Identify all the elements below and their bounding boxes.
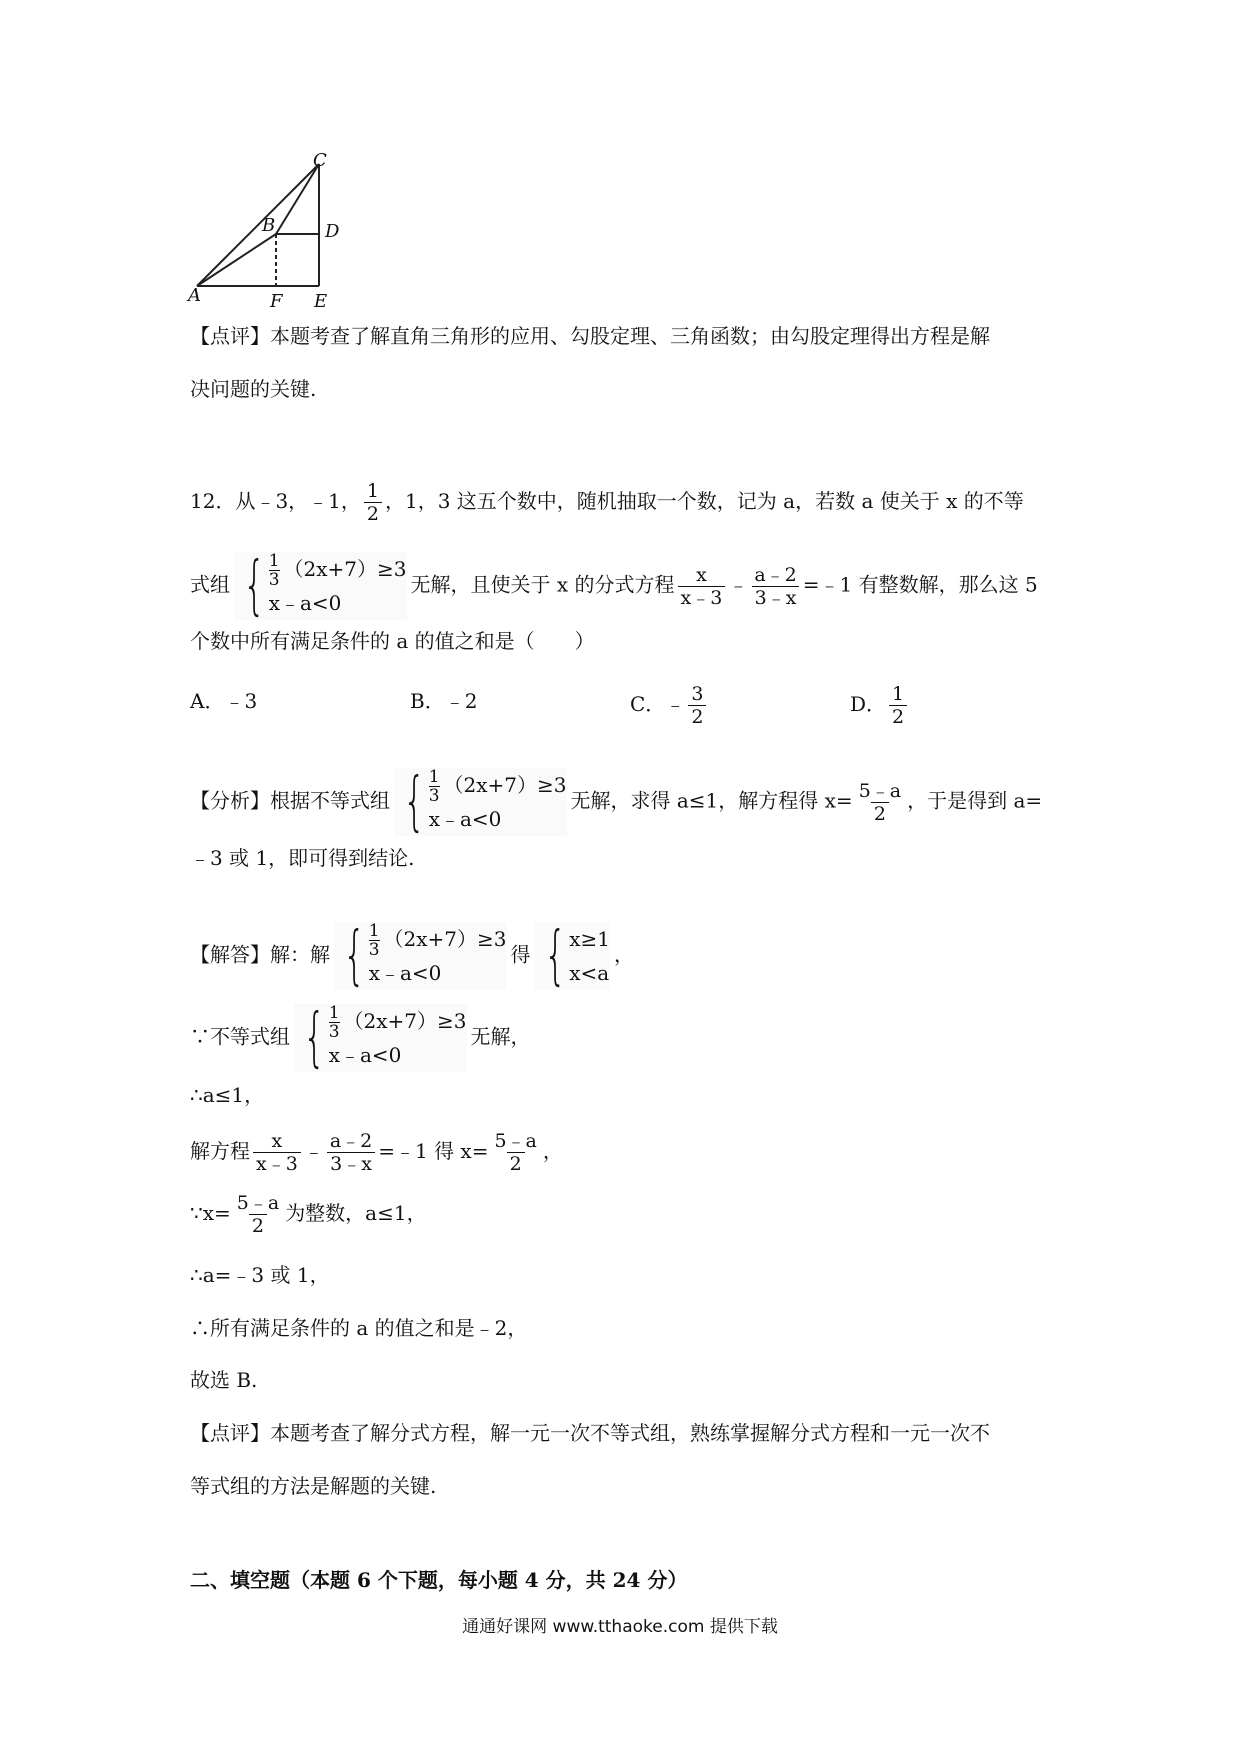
q12-line-3: 个数中所有满足条件的 a 的值之和是（ ） xyxy=(190,629,595,653)
inequality-system: { $\frac{1}{3}$ （2x+7）≥3 x﹣a<0 xyxy=(234,552,407,620)
analysis-line-1: 【分析】根据不等式组 { $\frac{1}{3}$ （2x+7）≥3 x﹣a<0 无解，求得 a≤1，解方程得 x= $\frac{5﹣a}{2}$ ，于是得到 a= xyxy=(190,765,1043,839)
section-heading: 二、填空题（本题 6 个下题，每小题 4 分，共 24 分） xyxy=(190,1568,688,1592)
vertex-label-d: D xyxy=(325,221,340,242)
solution-line-5: ∵x= $\frac{5﹣a}{2}$ 为整数，a≤1， xyxy=(190,1192,427,1237)
solution-line-6: ∴a=﹣3 或 1， xyxy=(190,1263,330,1287)
comment2-line-2: 等式组的方法是解题的关键. xyxy=(190,1474,437,1498)
option-a[interactable]: A．﹣3 xyxy=(190,689,258,713)
analysis-line-2: ﹣3 或 1，即可得到结论. xyxy=(190,846,415,870)
vertex-label-f: F xyxy=(270,291,283,312)
vertex-label-a: A xyxy=(188,285,201,306)
geometry-figure xyxy=(185,150,375,310)
solution-line-4: 解方程 $\frac{x}{x﹣3}$ ﹣ $\frac{a﹣2}{3﹣x}$ =﹣1 得 x= $\frac{5﹣a}{2}$ ， xyxy=(190,1130,563,1175)
comment-line-2: 决问题的关键. xyxy=(190,377,317,401)
solution-line-2: ∵不等式组 { $\frac{1}{3}$ （2x+7）≥3 x﹣a<0 无解， xyxy=(190,1001,531,1075)
q12-options xyxy=(190,683,1090,728)
q12-line-2: 式组 { $\frac{1}{3}$ （2x+7）≥3 x﹣a<0 无解，且使关于 x 的分式方程 $\frac{x}{x﹣3}$ ﹣ $\frac{a﹣2}{3﹣x}$ =﹣1 有整数解，那么这 5 xyxy=(190,549,1038,623)
comment2-line-1: 【点评】本题考查了解分式方程，解一元一次不等式组，熟练掌握解分式方程和一元一次不 xyxy=(190,1421,990,1445)
option-b[interactable]: B．﹣2 xyxy=(410,689,478,713)
option-d[interactable]: D． $\frac{1}{2}$ xyxy=(850,683,910,728)
option-c[interactable]: C．﹣ $\frac{3}{2}$ xyxy=(630,683,709,728)
solution-line-3: ∴a≤1， xyxy=(190,1083,265,1107)
fraction-one-half: $\frac{1}{2}$ xyxy=(364,480,382,525)
solution-line-7: ∴所有满足条件的 a 的值之和是﹣2， xyxy=(190,1316,528,1340)
footer-watermark: 通通好课网 www.tthaoke.com 提供下载 xyxy=(462,1617,778,1637)
vertex-label-b: B xyxy=(262,215,276,236)
q12-line-1: 12．从﹣3，﹣1， $\frac{1}{2}$ ，1，3 这五个数中，随机抽取一个数，记为 a，若数 a 使关于 x 的不等 xyxy=(190,480,1024,525)
solution-line-8: 故选 B. xyxy=(190,1368,258,1392)
vertex-label-e: E xyxy=(314,291,328,312)
vertex-label-c: C xyxy=(313,150,327,171)
solution-line-1: 【解答】解：解 { $\frac{1}{3}$ （2x+7）≥3 x﹣a<0 得 { x≥1 x<a ， xyxy=(190,919,634,993)
comment-line-1: 【点评】本题考查了解直角三角形的应用、勾股定理、三角函数；由勾股定理得出方程是解 xyxy=(190,324,990,348)
